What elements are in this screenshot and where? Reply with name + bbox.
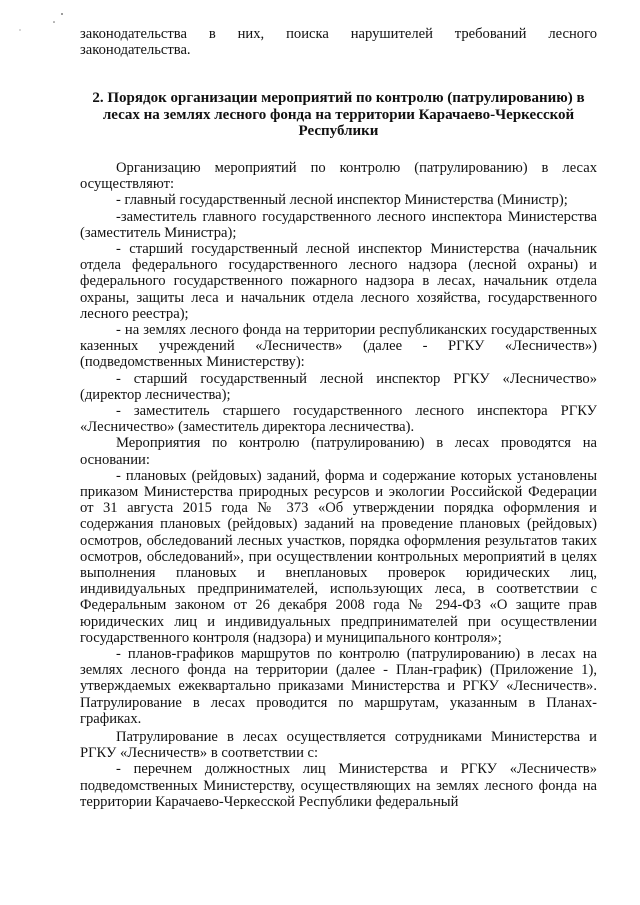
list-item-minister: - главный государственный лесной инспектор Министерства (Министр); (116, 192, 568, 209)
list-item-deputy-minister: -заместитель главного государственного лесного инспектора Министерства (заместитель Министра); (80, 208, 597, 241)
scan-specks (10, 8, 70, 38)
intro-paragraph: законодательства в них, поиска нарушителей требований лесного законодательства. (80, 26, 597, 59)
list-item-raid-tasks: - плановых (рейдовых) заданий, форма и содержание которых установлены приказом Министерства природных ресурсов и экологии Российской Федерации от 31 августа 2015 года № 373 «Об утверждении порядка оформления и содержания плановых (рейдовых) заданий на проведение плановых (рейдовых) осмотров, обследований лесных участков, порядка оформления результатов таких осмотров, обследований», при осуществлении контрольных мероприятий в целях выполнения плановых и внеплановых проверок юридических лиц, индивидуальных предпринимателей, использующих леса, в соответствии с Федеральным законом от 26 декабря 2008 года № 294-ФЗ «О защите прав юридических лиц и индивидуальных предпринимателей при осуществлении государственного контроля (надзора) и муниципального контроля»; (80, 467, 597, 646)
list-item-route-schedules: - планов-графиков маршрутов по контролю (патрулированию) в лесах на землях лесного фонда на территории (далее - План-график) (Приложение 1), утверждаемых ежеквартально приказами Министерства и РГКУ «Лесничеств». Патрулирование в лесах проводится по маршрутам, указанным в Планах-графиках. (80, 646, 597, 727)
paragraph-organizers: Организацию мероприятий по контролю (патрулированию) в лесах осуществляют: (80, 159, 597, 193)
list-item-senior-inspector: - старший государственный лесной инспектор Министерства (начальник отдела федерального государственного лесного надзора (лесной охраны) и федерального государственного пожарного надзора в лесах, начальник отдела охраны, защиты леса и начальник отдела лесного хозяйства, государственного лесного реестра); (80, 240, 597, 322)
paragraph-grounds: Мероприятия по контролю (патрулированию) в лесах проводятся на основании: (80, 435, 597, 468)
paragraph-patrol-staff: Патрулирование в лесах осуществляется сотрудниками Министерства и РГКУ «Лесничеств» в соответствии с: (80, 729, 597, 762)
scan-speck (61, 13, 63, 15)
list-item-officials-list: - перечнем должностных лиц Министерства и РГКУ «Лесничеств» подведомственных Министерству, осуществляющих на землях лесного фонда на территории Карачаево-Черкесской Республики федеральный (80, 761, 597, 810)
document-body (80, 26, 597, 810)
list-item-forestry-deputy: - заместитель старшего государственного лесного инспектора РГКУ «Лесничество» (заместитель директора лесничества). (80, 402, 597, 436)
section-heading: 2. Порядок организации мероприятий по контролю (патрулированию) в лесах на землях лесного фонда на территории Карачаево-Черкесской Республики (92, 90, 585, 140)
scan-speck (19, 29, 20, 30)
scan-speck (53, 21, 55, 23)
list-item-forestry-lands: - на землях лесного фонда на территории республиканских государственных казенных учреждений «Лесничеств» (далее - РГКУ «Лесничеств») (подведомственных Министерству): (80, 321, 597, 371)
list-item-forestry-director: - старший государственный лесной инспектор РГКУ «Лесничество» (директор лесничества); (80, 370, 597, 403)
